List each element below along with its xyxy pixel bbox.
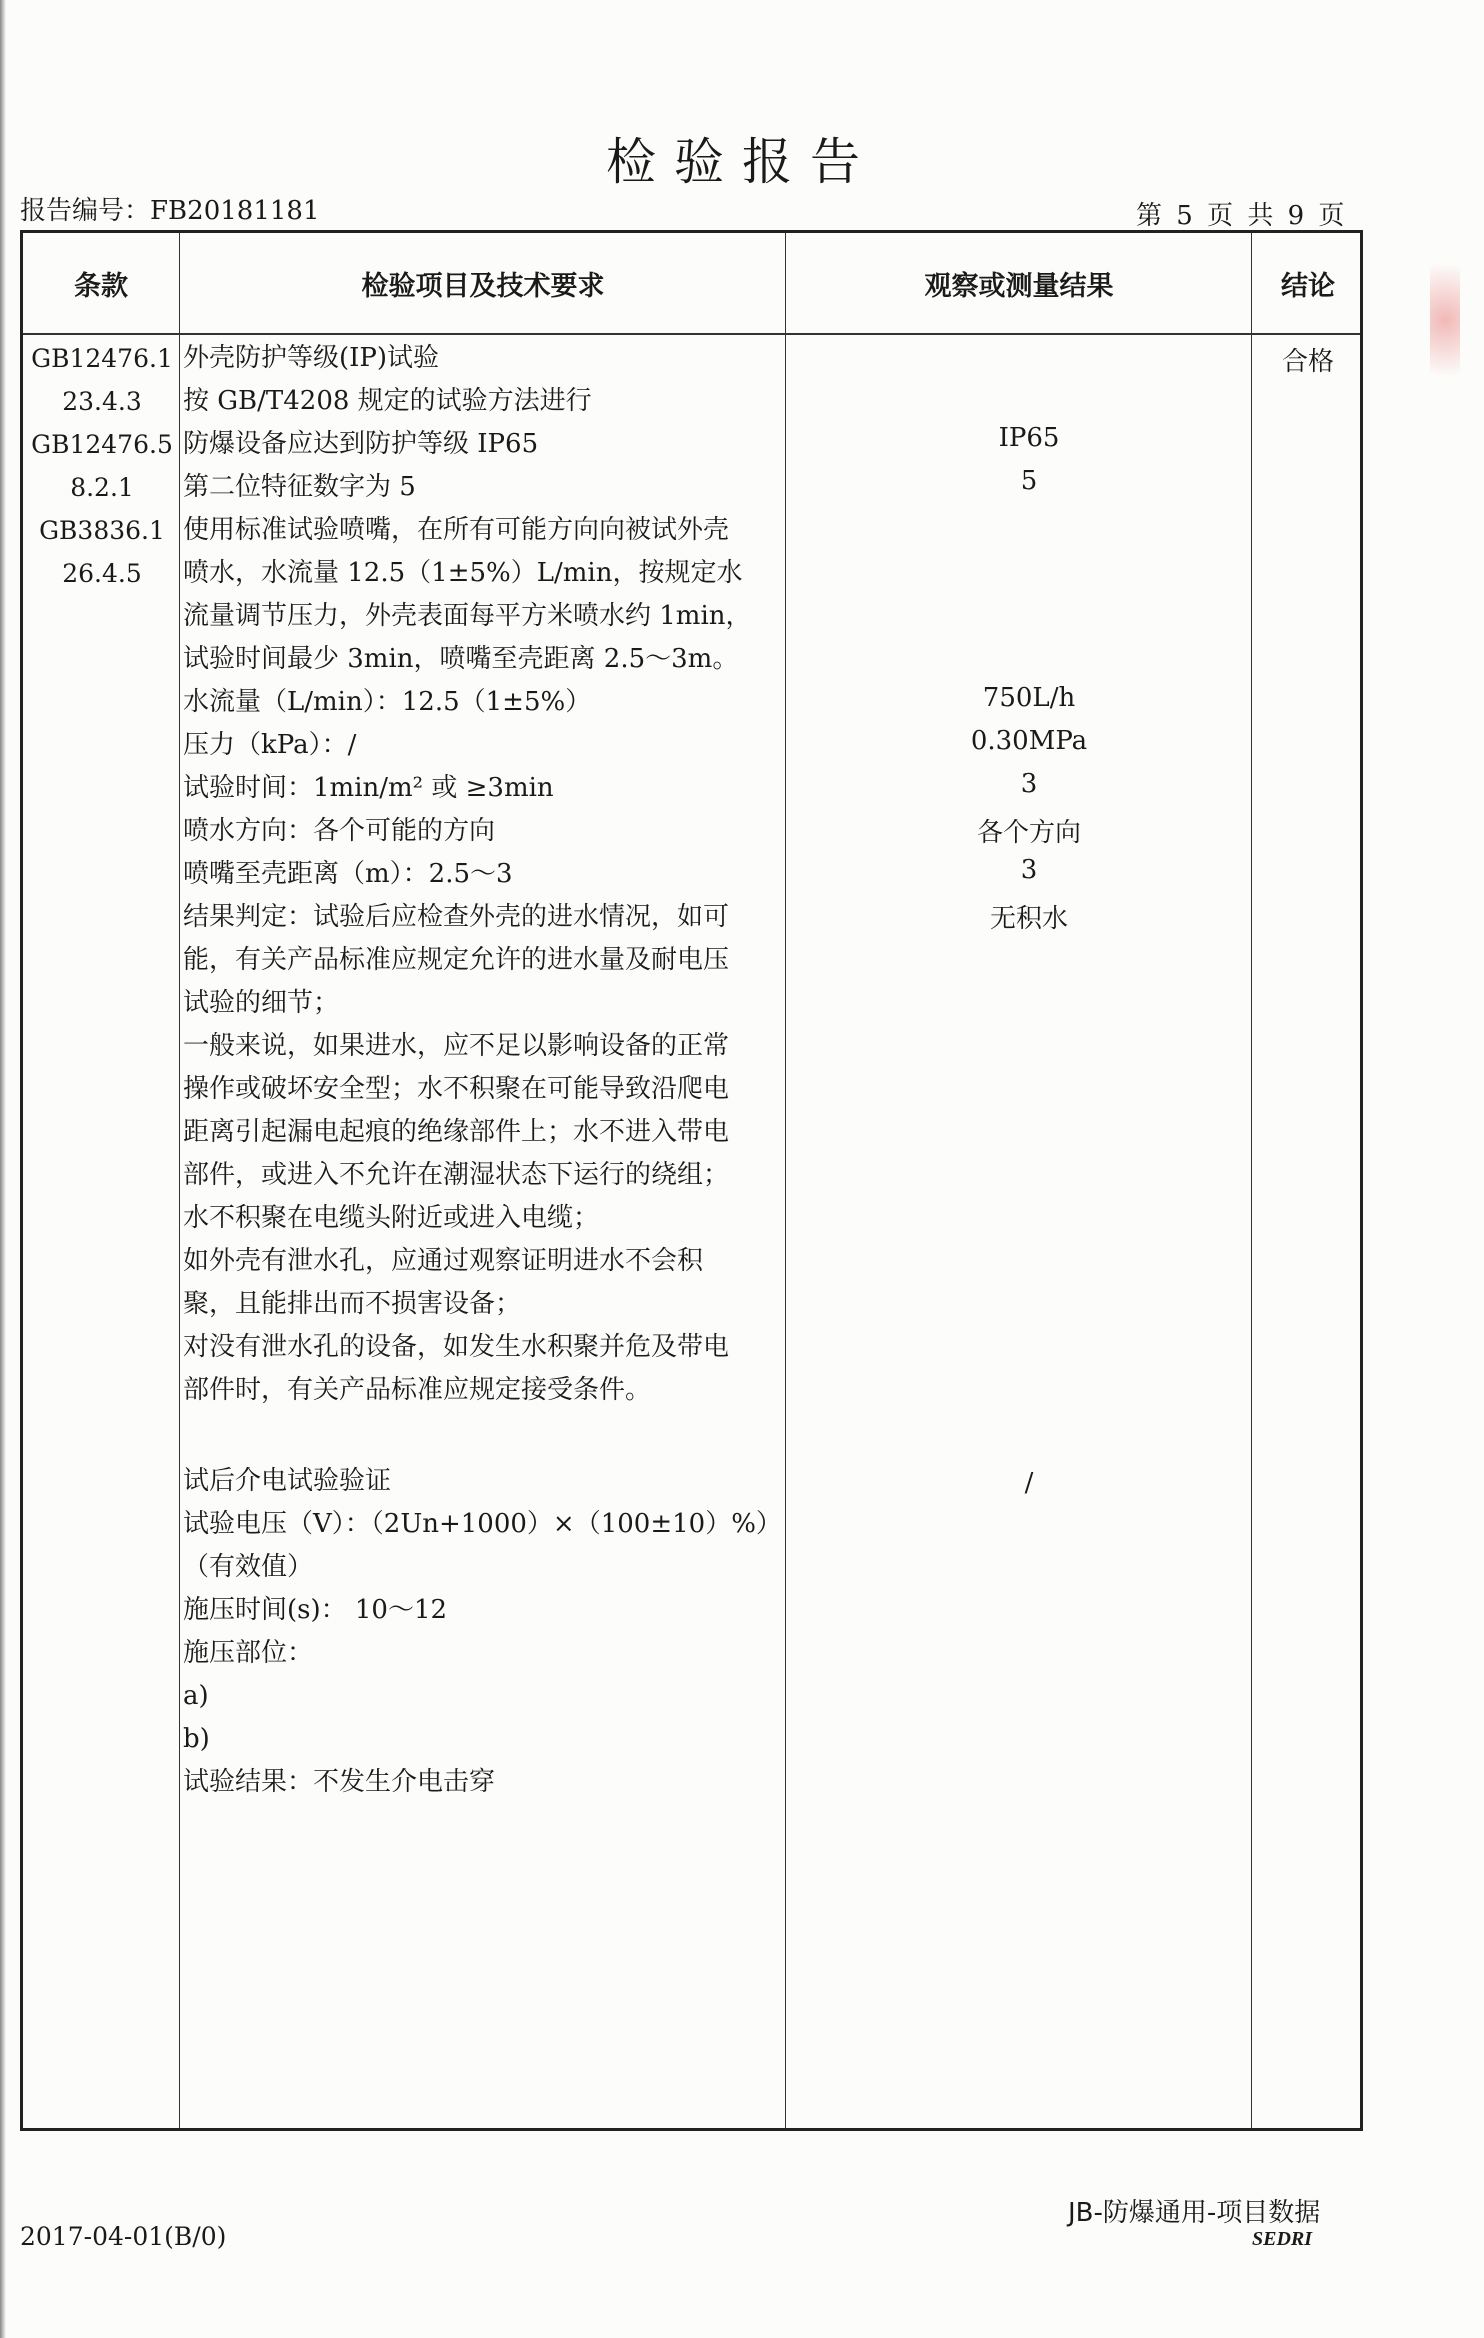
page-info: 第 5 页 共 9 页: [1136, 201, 1348, 231]
requirement-line: 试验电压（V）：（2Un+1000）×（100±10）%）: [183, 1509, 782, 1539]
requirement-line: 施压部位：: [183, 1638, 314, 1668]
requirement-line: 水不积聚在电缆头附近或进入电缆；: [183, 1203, 600, 1233]
requirement-line: b): [183, 1724, 210, 1754]
requirement-line: 喷水，水流量 12.5（1±5%）L/min，按规定水: [183, 558, 743, 588]
requirement-line: 距离引起漏电起痕的绝缘部件上；水不进入带电: [183, 1117, 730, 1147]
requirement-line: 防爆设备应达到防护等级 IP65: [183, 429, 539, 459]
requirement-line: 压力（kPa）：/: [183, 730, 357, 760]
requirements-cell: [183, 337, 798, 1412]
result-value: IP65: [998, 423, 1060, 453]
header-conclusion: 结论: [1281, 270, 1335, 302]
requirement-line: 聚，且能排出而不损害设备；: [183, 1289, 522, 1319]
header-requirements: 检验项目及技术要求: [361, 270, 605, 302]
dielectric-test-cell: [183, 1460, 798, 1804]
clause-line: 8.2.1: [70, 473, 134, 502]
requirement-line: 试后介电试验验证: [183, 1466, 392, 1496]
result-value: 3: [1020, 769, 1038, 799]
result-value: 无积水: [989, 904, 1068, 934]
requirement-line: 施压时间(s)： 10～12: [183, 1595, 448, 1625]
requirement-line: 喷嘴至壳距离（m）：2.5～3: [183, 859, 513, 889]
requirement-line: 对没有泄水孔的设备，如发生水积聚并危及带电: [183, 1332, 730, 1362]
column-divider: [1251, 233, 1252, 2128]
clause-line: 23.4.3: [62, 387, 142, 416]
requirement-line: 流量调节压力，外壳表面每平方米喷水约 1min，: [183, 601, 752, 631]
requirement-line: 按 GB/T4208 规定的试验方法进行: [183, 386, 592, 416]
result-value: 750L/h: [982, 683, 1076, 713]
header-clause: 条款: [74, 270, 128, 302]
clause-line: GB12476.1: [31, 344, 173, 373]
clause-line: GB12476.5: [31, 430, 173, 459]
sedri-logo: SEDRI: [1252, 2228, 1313, 2250]
header-divider: [23, 333, 1360, 335]
result-value: 5: [1020, 466, 1038, 496]
report-number: 报告编号：FB20181181: [20, 196, 320, 226]
conclusion-value: 合格: [1281, 347, 1334, 377]
requirement-line: 外壳防护等级(IP)试验: [183, 343, 440, 373]
requirement-line: 试验时间最少 3min，喷嘴至壳距离 2.5～3m。: [183, 644, 739, 674]
result-value: 3: [1020, 855, 1038, 885]
requirement-line: 部件时，有关产品标准应规定接受条件。: [183, 1375, 652, 1405]
clause-line: GB3836.1: [39, 516, 165, 545]
result-value: 各个方向: [976, 818, 1081, 848]
requirement-line: 如外壳有泄水孔，应通过观察证明进水不会积: [183, 1246, 704, 1276]
requirement-line: 试验时间：1min/m² 或 ≥3min: [183, 773, 554, 803]
requirement-line: a): [183, 1681, 209, 1711]
page-title: 检验报告: [606, 133, 878, 191]
requirement-line: 结果判定：试验后应检查外壳的进水情况，如可: [183, 902, 730, 932]
clause-line: 26.4.5: [62, 559, 142, 588]
clause-cell: [23, 337, 181, 595]
template-label: JB-防爆通用-项目数据: [1068, 2198, 1321, 2228]
stamp-fragment: [1430, 265, 1460, 375]
requirement-line: 试验的细节；: [183, 988, 340, 1018]
inspection-table: [20, 230, 1363, 2131]
requirement-line: 一般来说，如果进水，应不足以影响设备的正常: [183, 1031, 730, 1061]
requirement-line: 能，有关产品标准应规定允许的进水量及耐电压: [183, 945, 730, 975]
scan-edge-shadow: [0, 0, 6, 2338]
requirement-line: （有效值）: [183, 1552, 314, 1582]
requirement-line: 试验结果：不发生介电击穿: [183, 1767, 496, 1797]
result-value: 0.30MPa: [970, 726, 1088, 756]
requirement-line: 使用标准试验喷嘴，在所有可能方向向被试外壳: [183, 515, 730, 545]
header-results: 观察或测量结果: [924, 270, 1114, 302]
footer-date-version: 2017-04-01(B/0): [20, 2222, 227, 2251]
requirement-line: 喷水方向：各个可能的方向: [183, 816, 496, 846]
requirement-line: 第二位特征数字为 5: [183, 472, 416, 502]
requirement-line: 水流量（L/min）：12.5（1±5%）: [183, 687, 592, 717]
requirement-line: 操作或破坏安全型；水不积聚在可能导致沿爬电: [183, 1074, 730, 1104]
requirement-line: 部件，或进入不允许在潮湿状态下运行的绕组；: [183, 1160, 730, 1190]
result-value: /: [1024, 1468, 1034, 1498]
